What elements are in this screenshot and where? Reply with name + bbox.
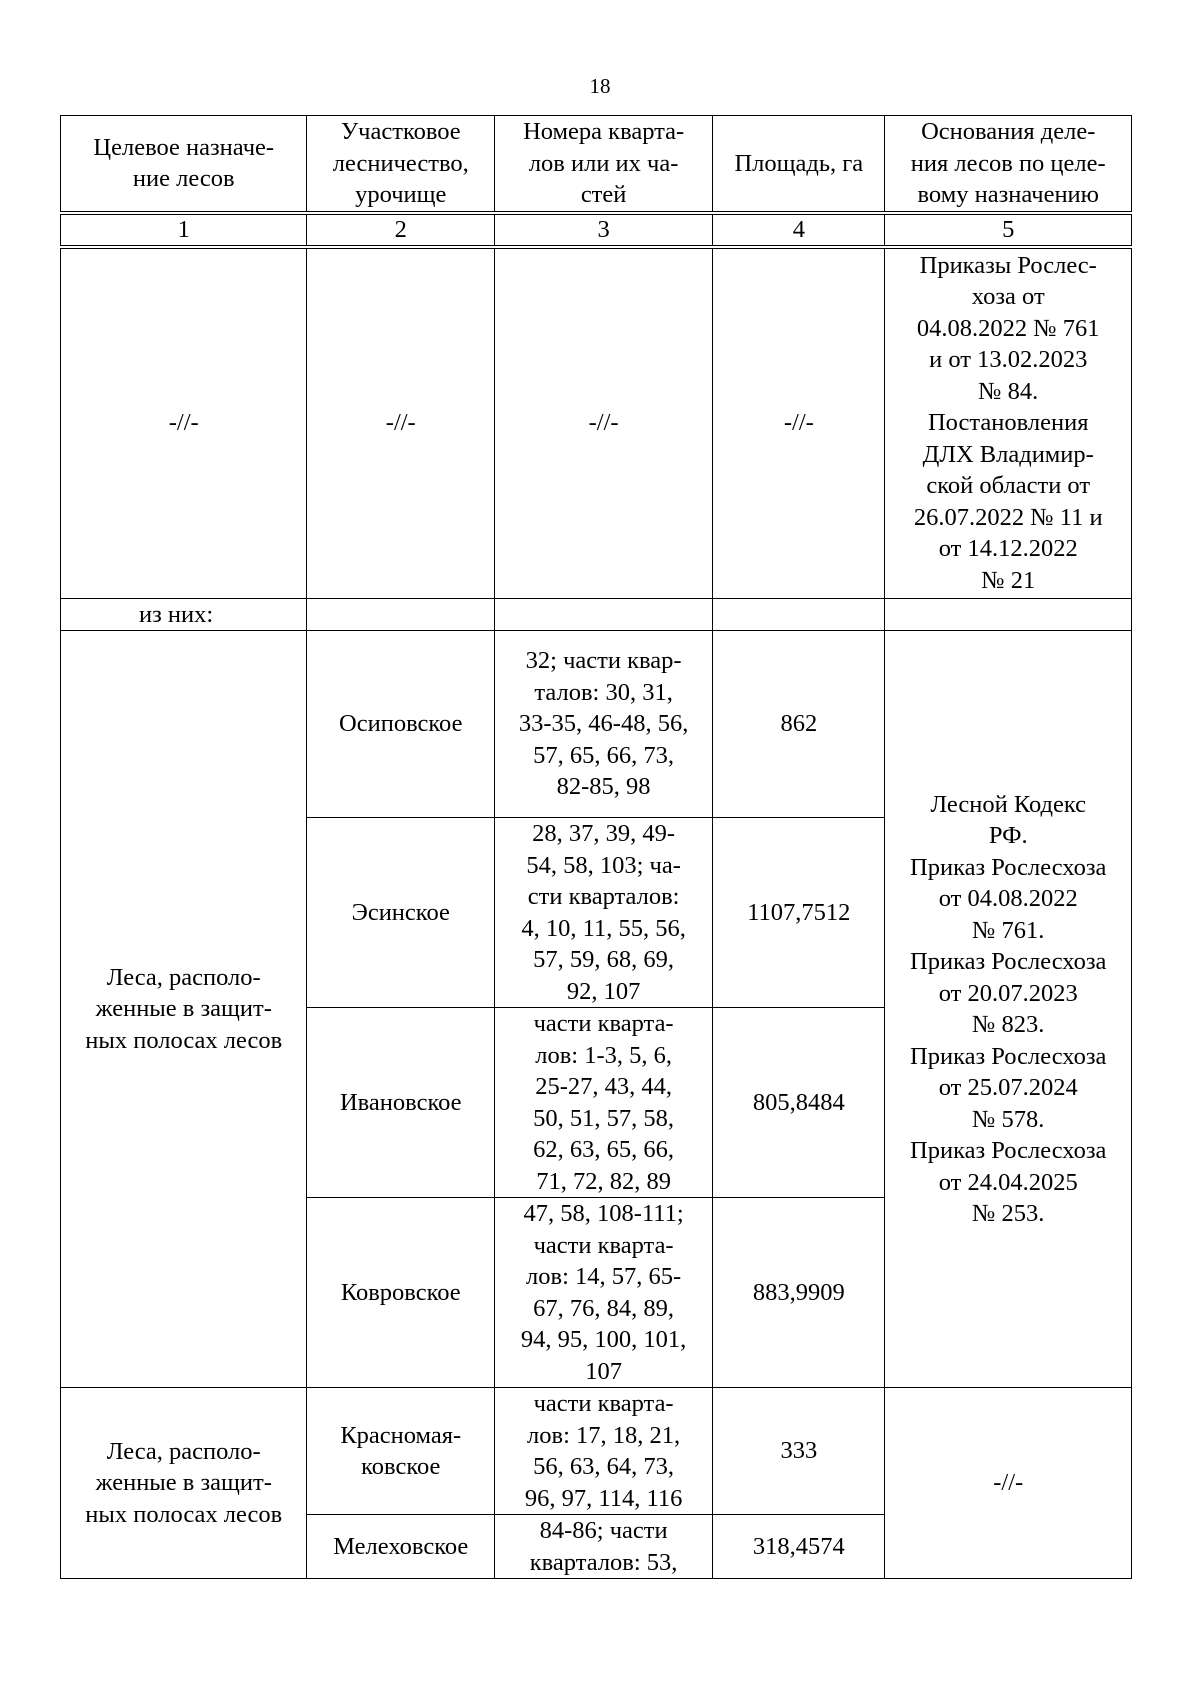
quarters-cell: части кварта- лов: 1-3, 5, 6, 25-27, 43, 44, 50, 51, 57, 58, 62, 63, 65, 66, 71, 72, 82, 89	[495, 1008, 713, 1198]
forestry-cell: Ковровское	[307, 1198, 495, 1388]
ditto-cell: -//-	[307, 247, 495, 599]
empty-cell	[307, 598, 495, 631]
area-cell: 805,8484	[713, 1008, 885, 1198]
ditto-cell: -//-	[713, 247, 885, 599]
header-cell: Площадь, га	[713, 116, 885, 213]
forestry-cell: Мелеховское	[307, 1515, 495, 1579]
ditto-cell: -//-	[61, 247, 307, 599]
forestry-cell: Осиповское	[307, 631, 495, 818]
quarters-cell: 47, 58, 108-111; части кварта- лов: 14, 57, 65- 67, 76, 84, 89, 94, 95, 100, 101, 107	[495, 1198, 713, 1388]
header-cell: Целевое назначе- ние лесов	[61, 116, 307, 213]
basis-cell: Лесной Кодекс РФ. Приказ Рослесхоза от 04.08.2022 № 761. Приказ Рослесхоза от 20.07.2023 № 823. Приказ Рослесхоза от 25.07.2024 № 578. Приказ Рослесхоза от 24.04.2025 № 253.	[885, 631, 1132, 1388]
table-row	[61, 247, 1132, 599]
table-row	[61, 1388, 1132, 1515]
column-number: 2	[307, 213, 495, 247]
area-cell: 333	[713, 1388, 885, 1515]
empty-cell	[885, 598, 1132, 631]
table-row	[61, 598, 1132, 631]
basis-cell: -//-	[885, 1388, 1132, 1579]
table-row	[61, 631, 1132, 818]
area-cell: 1107,7512	[713, 818, 885, 1008]
column-number-row	[61, 213, 1132, 247]
ditto-cell: -//-	[495, 247, 713, 599]
purpose-cell: Леса, располо- женные в защит- ных полосах лесов	[61, 631, 307, 1388]
area-cell: 318,4574	[713, 1515, 885, 1579]
basis-cell: Приказы Рослес- хоза от 04.08.2022 № 761 и от 13.02.2023 № 84. Постановления ДЛХ Владимир- ской области от 26.07.2022 № 11 и от 14.12.2022 № 21	[885, 247, 1132, 599]
forestry-cell: Эсинское	[307, 818, 495, 1008]
column-number: 3	[495, 213, 713, 247]
table-header-row	[61, 116, 1132, 213]
header-cell: Участковое лесничество, урочище	[307, 116, 495, 213]
quarters-cell: части кварта- лов: 17, 18, 21, 56, 63, 64, 73, 96, 97, 114, 116	[495, 1388, 713, 1515]
quarters-cell: 28, 37, 39, 49- 54, 58, 103; ча- сти кварталов: 4, 10, 11, 55, 56, 57, 59, 68, 69, 92, 107	[495, 818, 713, 1008]
header-cell: Номера кварта- лов или их ча- стей	[495, 116, 713, 213]
empty-cell	[713, 598, 885, 631]
quarters-cell: 32; части квар- талов: 30, 31, 33-35, 46-48, 56, 57, 65, 66, 73, 82-85, 98	[495, 631, 713, 818]
forestry-cell: Ивановское	[307, 1008, 495, 1198]
area-cell: 883,9909	[713, 1198, 885, 1388]
forestry-cell: Красномая- ковское	[307, 1388, 495, 1515]
header-cell: Основания деле- ния лесов по целе- вому назначению	[885, 116, 1132, 213]
column-number: 1	[61, 213, 307, 247]
column-number: 4	[713, 213, 885, 247]
subheading-cell: из них:	[61, 598, 307, 631]
empty-cell	[495, 598, 713, 631]
quarters-cell: 84-86; части кварталов: 53,	[495, 1515, 713, 1579]
forest-purpose-table	[60, 115, 1132, 1579]
column-number: 5	[885, 213, 1132, 247]
page-number: 18	[589, 74, 611, 98]
purpose-cell: Леса, располо- женные в защит- ных полосах лесов	[61, 1388, 307, 1579]
area-cell: 862	[713, 631, 885, 818]
